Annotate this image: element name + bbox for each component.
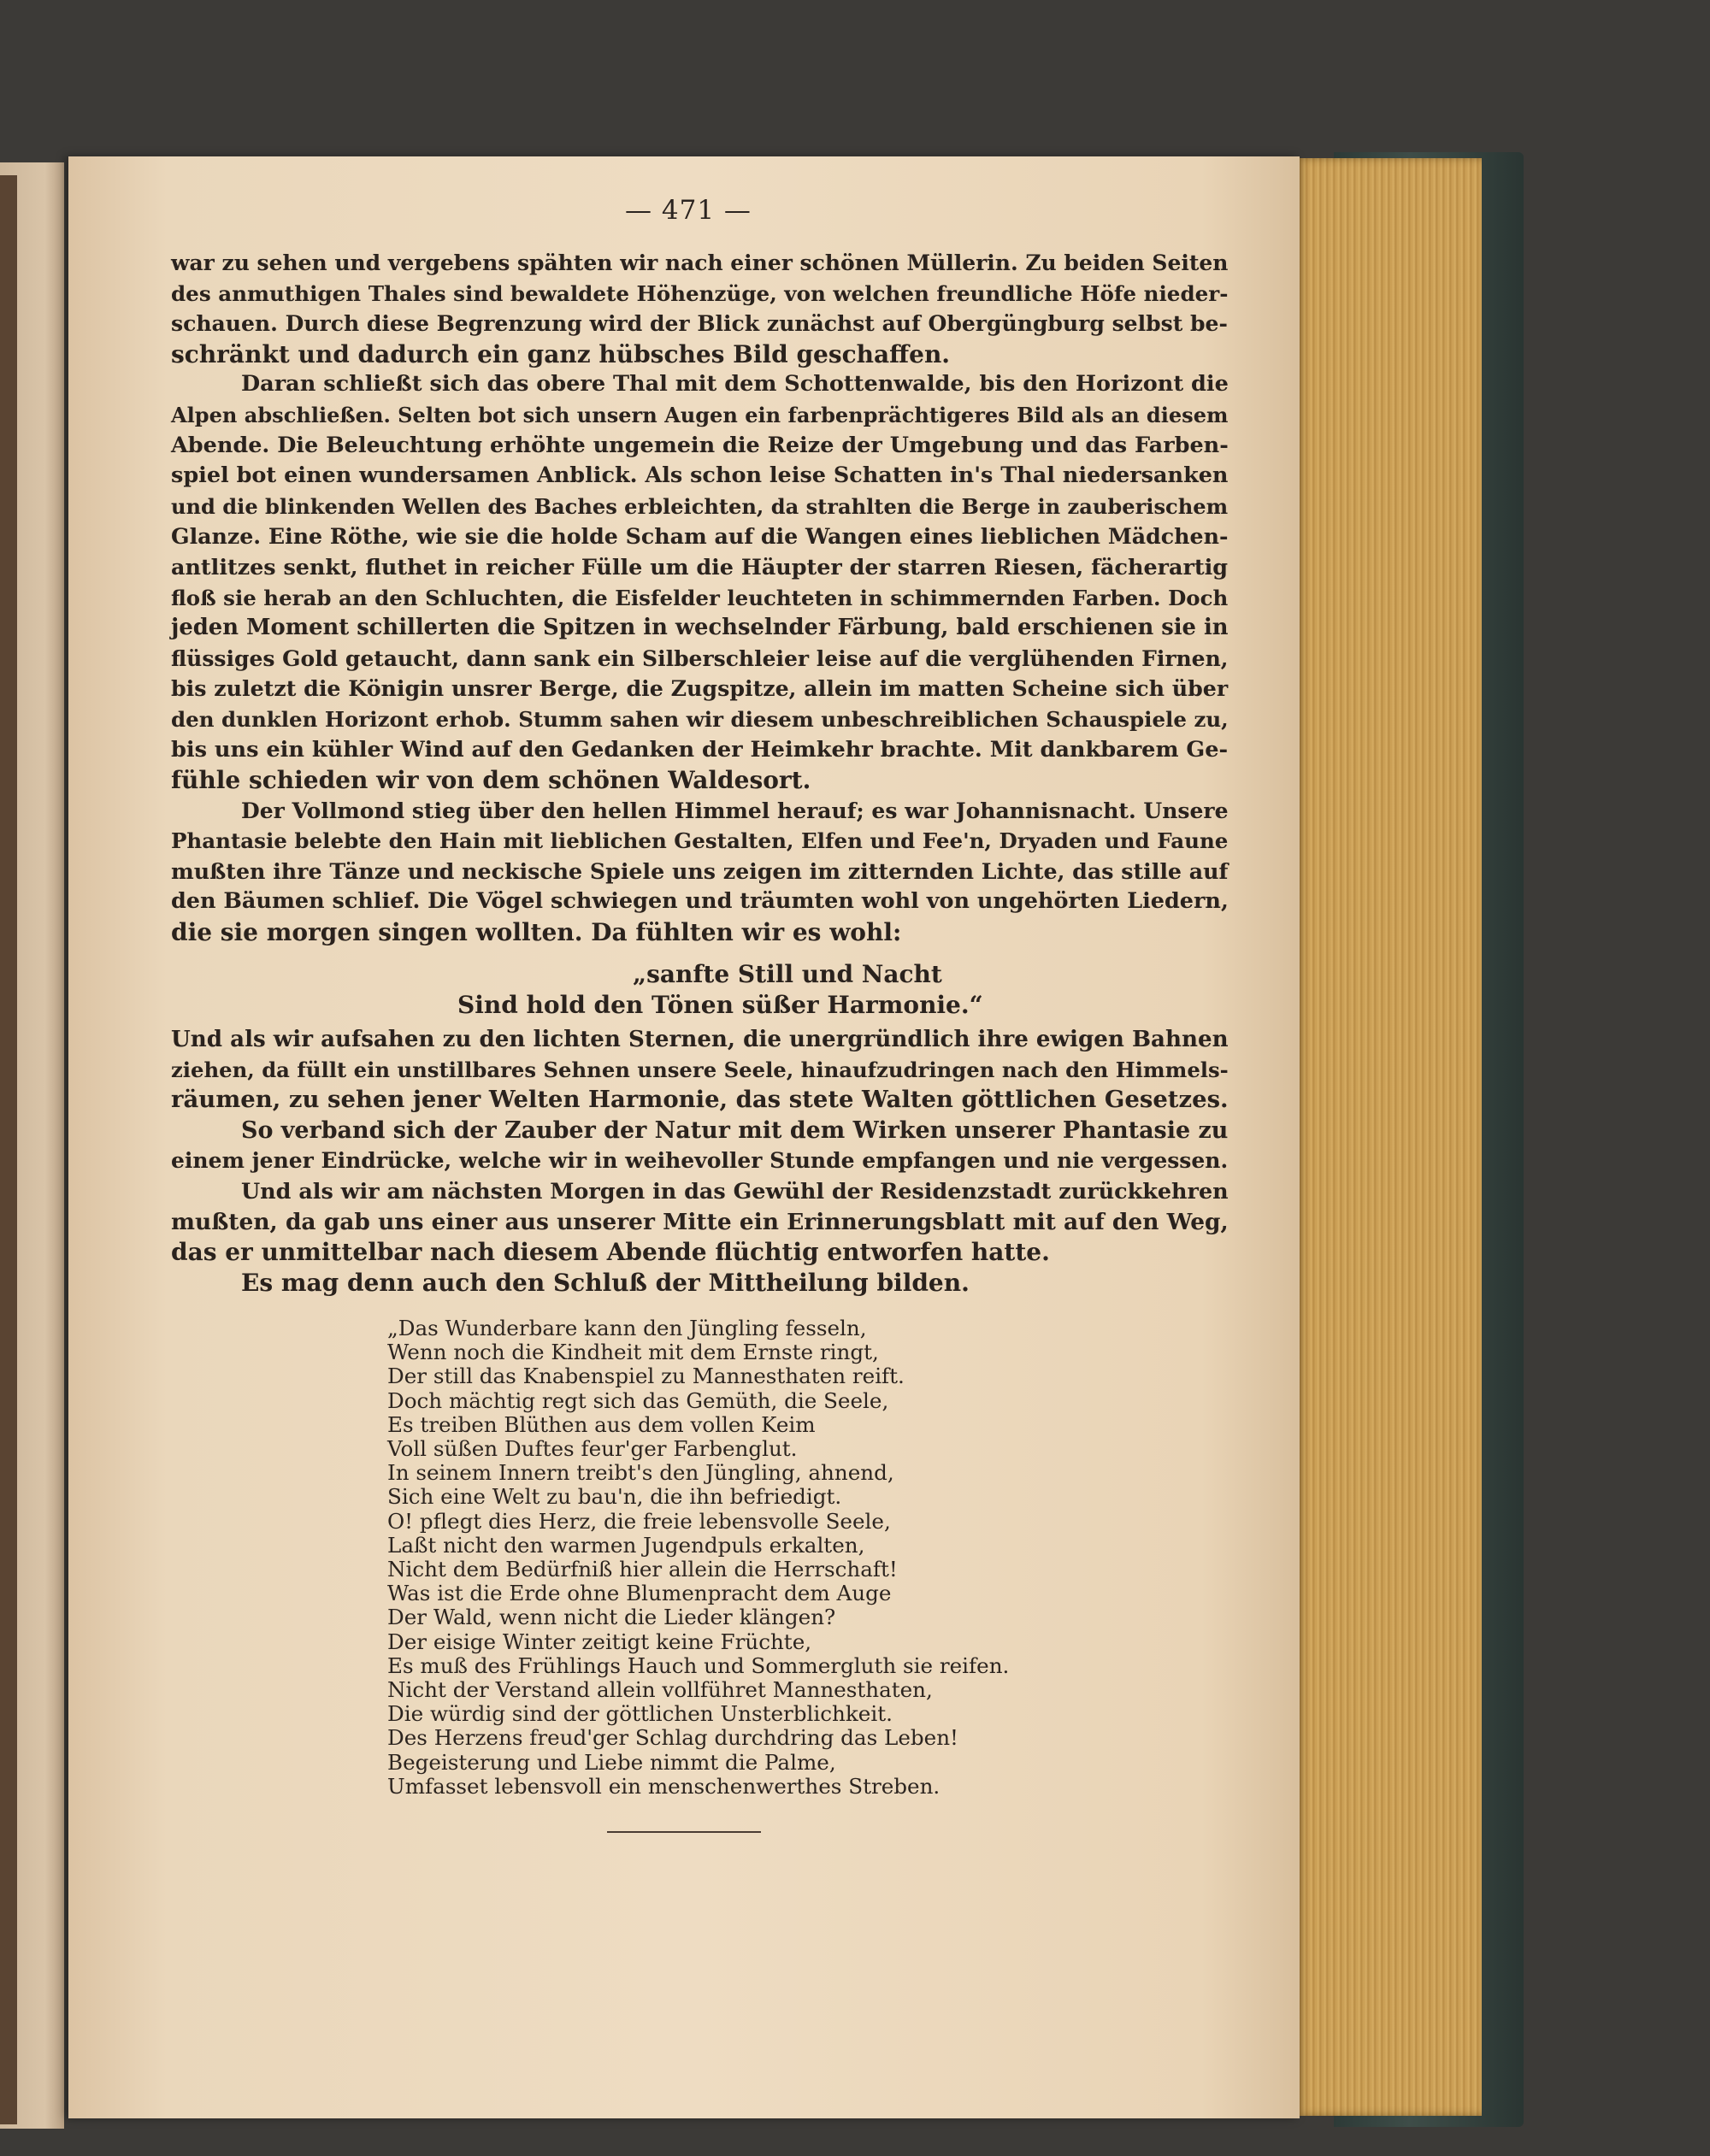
text-line: räumen, zu sehen jener Welten Harmonie, das stete Walten göttlichen Gesetzes.: [171, 1086, 1229, 1114]
left-cover-edge: [0, 175, 17, 2124]
text-line: Es mag denn auch den Schluß der Mittheilung bilden.: [241, 1268, 970, 1297]
poem-line: Nicht der Verstand allein vollführet Mannesthaten,: [387, 1677, 933, 1703]
poem-line: Die würdig sind der göttlichen Unsterblichkeit.: [387, 1701, 893, 1727]
text-line: das er unmittelbar nach diesem Abende flüchtig entworfen hatte.: [171, 1238, 1050, 1267]
text-line: bis uns ein kühler Wind auf den Gedanken der Heimkehr brachte. Mit dankbarem Ge-: [171, 736, 1229, 763]
text-line: die sie morgen singen wollten. Da fühlten wir es wohl:: [171, 918, 902, 947]
text-line: mußten ihre Tänze und neckische Spiele uns zeigen im zitternden Lichte, das stille auf: [171, 857, 1229, 884]
poem-line: Doch mächtig regt sich das Gemüth, die Seele,: [387, 1387, 889, 1413]
poem-line: Des Herzens freud'ger Schlag durchdring das Leben!: [387, 1725, 958, 1751]
prose-block-1: [171, 248, 1229, 948]
text-line: des anmuthigen Thales sind bewaldete Höhenzüge, von welchen freundliche Höfe nieder-: [171, 280, 1229, 306]
text-line: bis zuletzt die Königin unsrer Berge, die Zugspitze, allein im matten Scheine sich über: [171, 675, 1229, 702]
text-line: Der Vollmond stieg über den hellen Himmel herauf; es war Johannisnacht. Unsere: [241, 798, 1229, 823]
text-line: flüssiges Gold getaucht, dann sank ein Silberschleier leise auf die verglühenden Firnen,: [171, 645, 1229, 671]
text-line: Und als wir aufsahen zu den lichten Sternen, die unergründlich ihre ewigen Bahnen: [171, 1026, 1229, 1052]
poem-line: Sich eine Welt zu bau'n, die ihn befriedigt.: [387, 1484, 842, 1510]
page-number: — 471 —: [625, 195, 752, 226]
poem-line: Laßt nicht den warmen Jugendpuls erkalten,: [387, 1532, 865, 1558]
text-line: den dunklen Horizont erhob. Stumm sahen wir diesem unbeschreiblichen Schauspiele zu,: [171, 706, 1229, 732]
quote-line: Sind hold den Tönen süßer Harmonie.“: [457, 991, 983, 1019]
text-line: Alpen abschließen. Selten bot sich unsern Augen ein farbenprächtigeres Bild als an diesem: [171, 402, 1229, 427]
text-line: ziehen, da füllt ein unstillbares Sehnen unsere Seele, hinaufzudringen nach den Himmels-: [171, 1057, 1229, 1082]
poem-line: Umfasset lebensvoll ein menschenwerthes Streben.: [387, 1773, 940, 1799]
text-line: jeden Moment schillerten die Spitzen in wechselnder Färbung, bald erschienen sie in: [171, 615, 1229, 641]
text-line: einem jener Eindrücke, welche wir in weihevoller Stunde empfangen und nie vergessen.: [171, 1148, 1229, 1174]
poem-line: Der eisige Winter zeitigt keine Früchte,: [387, 1629, 812, 1654]
text-line: Glanze. Eine Röthe, wie sie die holde Scham auf die Wangen eines lieblichen Mädchen-: [171, 523, 1229, 550]
text-line: mußten, da gab uns einer aus unserer Mitte ein Erinnerungsblatt mit auf den Weg,: [171, 1208, 1229, 1235]
text-line: So verband sich der Zauber der Natur mit dem Wirken unserer Phantasie zu: [241, 1116, 1229, 1144]
poem: [387, 1317, 1037, 1799]
poem-line: Der Wald, wenn nicht die Lieder klängen?: [387, 1605, 836, 1630]
text-line: Abende. Die Beleuchtung erhöhte ungemein die Reize der Umgebung und das Farben-: [171, 432, 1229, 458]
quote-line: „sanfte Still und Nacht: [633, 960, 942, 988]
poem-line: Nicht dem Bedürfniß hier allein die Herrschaft!: [387, 1557, 898, 1582]
poem-line: In seinem Innern treibt's den Jüngling, ahnend,: [387, 1460, 894, 1486]
poem-line: Wenn noch die Kindheit mit dem Ernste ringt,: [387, 1340, 879, 1365]
prose-block-2: [171, 1024, 1229, 1298]
verse-quote: [376, 959, 1060, 1021]
poem-line: O! pflegt dies Herz, die freie lebensvolle Seele,: [387, 1508, 891, 1534]
text-line: floß sie herab an den Schluchten, die Eisfelder leuchteten in schimmernden Farben. Doch: [171, 585, 1229, 610]
poem-line: „Das Wunderbare kann den Jüngling fesseln,: [387, 1316, 867, 1340]
text-line: Daran schließt sich das obere Thal mit dem Schottenwalde, bis den Horizont die: [241, 371, 1229, 398]
poem-line: Begeisterung und Liebe nimmt die Palme,: [387, 1749, 836, 1775]
poem-line: Es treiben Blüthen aus dem vollen Keim: [387, 1411, 816, 1437]
text-line: antlitzes senkt, fluthet in reicher Fülle um die Häupter der starren Riesen, fächerartig: [171, 553, 1228, 580]
poem-line: Es muß des Frühlings Hauch und Sommergluth sie reifen.: [387, 1652, 1010, 1678]
text-line: fühle schieden wir von dem schönen Waldesort.: [171, 766, 811, 795]
poem-line: Was ist die Erde ohne Blumenpracht dem Auge: [387, 1581, 892, 1606]
text-line: schränkt und dadurch ein ganz hübsches Bild geschaffen.: [171, 339, 951, 368]
text-line: schauen. Durch diese Begrenzung wird der Blick zunächst auf Obergüngburg selbst be-: [171, 310, 1228, 337]
page-block-edges: [1295, 158, 1482, 2116]
poem-line: Voll süßen Duftes feur'ger Farbenglut.: [387, 1436, 798, 1462]
text-line: Und als wir am nächsten Morgen in das Gewühl der Residenzstadt zurückkehren: [241, 1177, 1229, 1204]
text-line: war zu sehen und vergebens spähten wir nach einer schönen Müllerin. Zu beiden Seiten: [171, 250, 1229, 275]
text-line: den Bäumen schlief. Die Vögel schwiegen und träumten wohl von ungehörten Liedern,: [171, 888, 1229, 915]
poem-line: Der still das Knabenspiel zu Mannesthaten reift.: [387, 1364, 905, 1389]
closing-rule: [607, 1831, 761, 1833]
text-line: Phantasie belebte den Hain mit lieblichen Gestalten, Elfen und Fee'n, Dryaden und Faune: [171, 828, 1229, 854]
text-line: spiel bot einen wundersamen Anblick. Als schon leise Schatten in's Thal niedersanken: [171, 462, 1229, 489]
text-line: und die blinkenden Wellen des Baches erbleichten, da strahlten die Berge in zauberischem: [171, 493, 1229, 519]
